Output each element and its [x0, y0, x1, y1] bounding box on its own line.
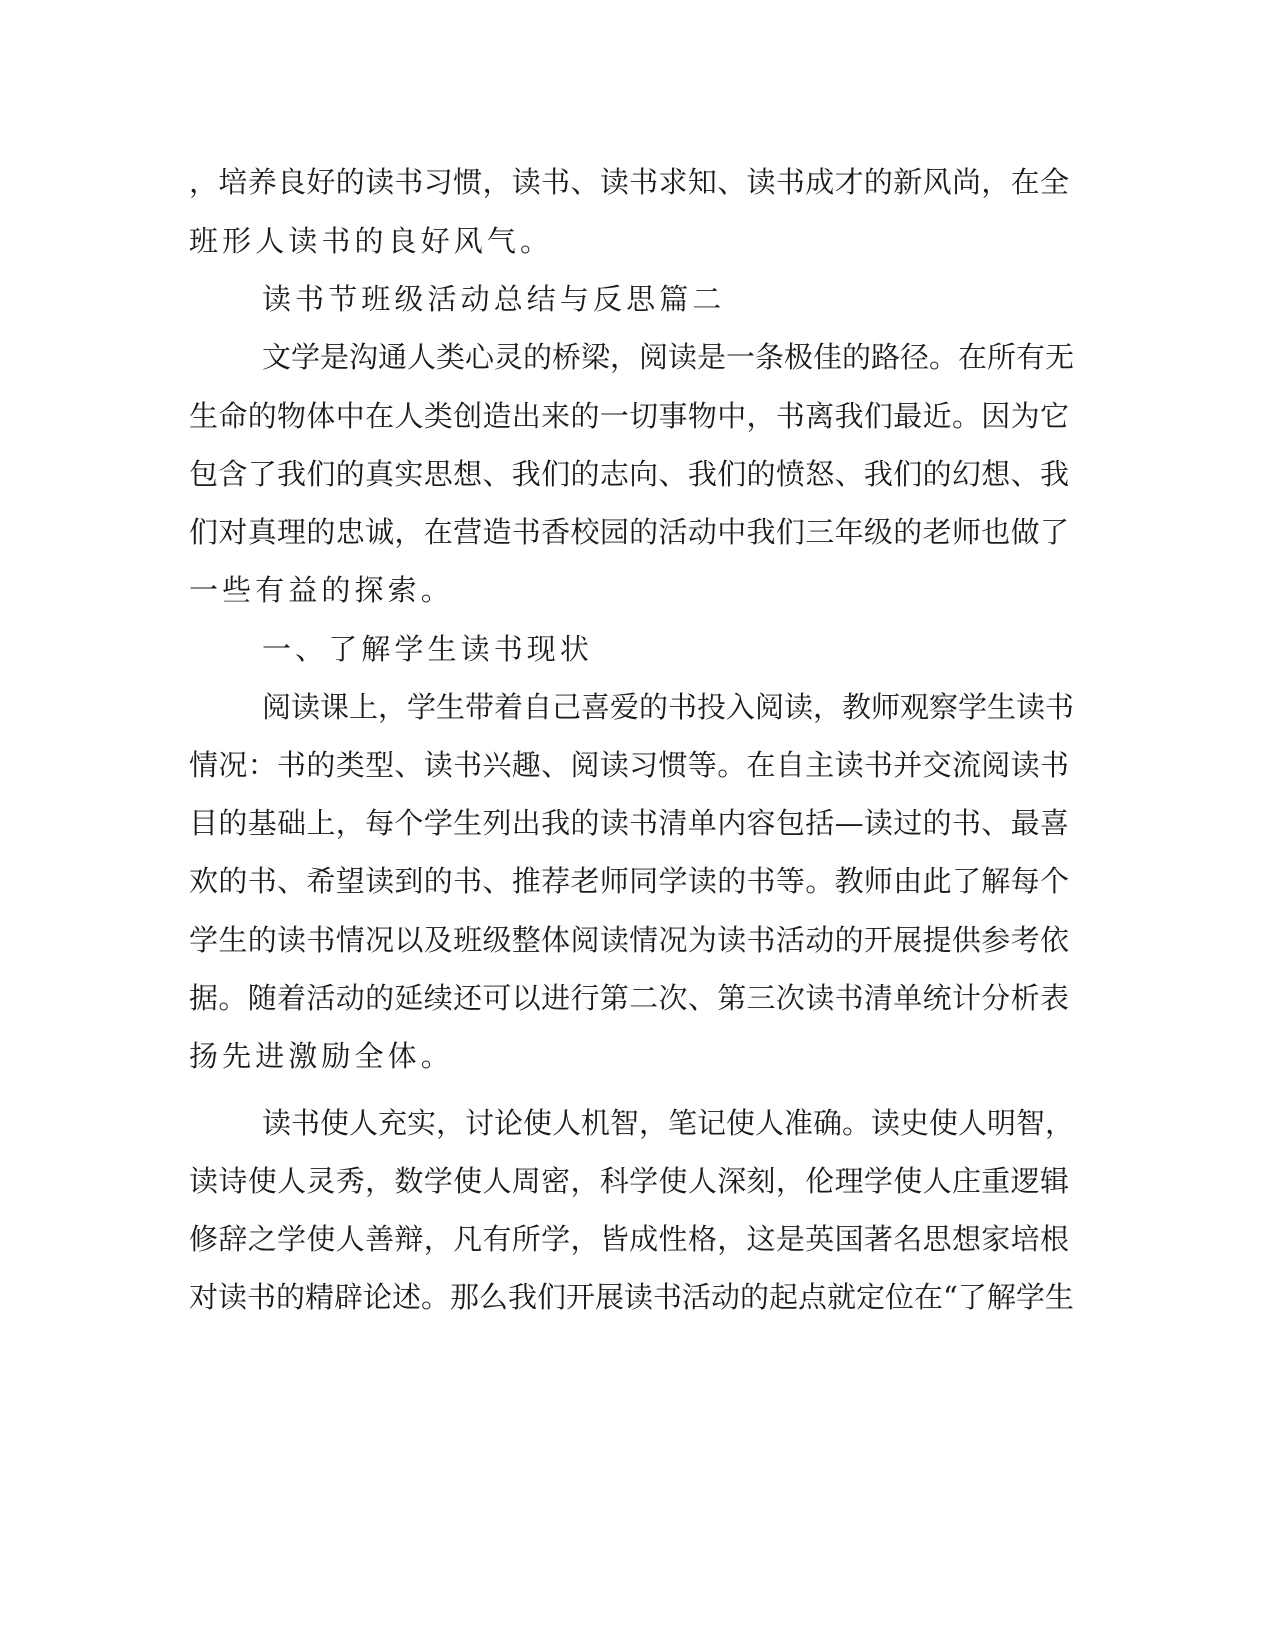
body-text-line: 修辞之学使人善辩，凡有所学，皆成性格，这是英国著名思想家培根 — [189, 1222, 1069, 1256]
paragraph-first-line: 阅读课上，学生带着自己喜爱的书投入阅读，教师观察学生读书 — [262, 690, 1075, 724]
body-text-line: 据。随着活动的延续还可以进行第二次、第三次读书清单统计分析表 — [189, 981, 1069, 1015]
paragraph-first-line: 文学是沟通人类心灵的桥梁，阅读是一条极佳的路径。在所有无 — [262, 340, 1075, 374]
section-heading: 读书节班级活动总结与反思篇二 — [262, 282, 726, 316]
body-text-line: 生命的物体中在人类创造出来的一切事物中，书离我们最近。因为它 — [189, 399, 1069, 433]
paragraph-first-line: 读书使人充实，讨论使人机智，笔记使人准确。读史使人明智， — [262, 1106, 1075, 1140]
body-text-line: ，培养良好的读书习惯，读书、读书求知、读书成才的新风尚，在全 — [189, 165, 1069, 199]
body-text-line: 班形人读书的良好风气。 — [189, 224, 554, 258]
body-text-line: 一些有益的探索。 — [189, 573, 454, 607]
body-text-line: 对读书的精辟论述。那么我们开展读书活动的起点就定位在“了解学生 — [189, 1280, 1074, 1314]
section-heading: 一、了解学生读书现状 — [262, 632, 594, 666]
body-text-line: 学生的读书情况以及班级整体阅读情况为读书活动的开展提供参考依 — [189, 923, 1069, 957]
body-text-line: 目的基础上，每个学生列出我的读书清单内容包括—读过的书、最喜 — [189, 806, 1069, 840]
body-text-line: 欢的书、希望读到的书、推荐老师同学读的书等。教师由此了解每个 — [189, 864, 1069, 898]
body-text-line: 扬先进激励全体。 — [189, 1039, 454, 1073]
body-text-line: 们对真理的忠诚，在营造书香校园的活动中我们三年级的老师也做了 — [189, 515, 1069, 549]
body-text-line: 情况：书的类型、读书兴趣、阅读习惯等。在自主读书并交流阅读书 — [189, 748, 1069, 782]
body-text-line: 读诗使人灵秀，数学使人周密，科学使人深刻，伦理学使人庄重逻辑 — [189, 1164, 1069, 1198]
body-text-line: 包含了我们的真实思想、我们的志向、我们的愤怒、我们的幻想、我 — [189, 457, 1069, 491]
